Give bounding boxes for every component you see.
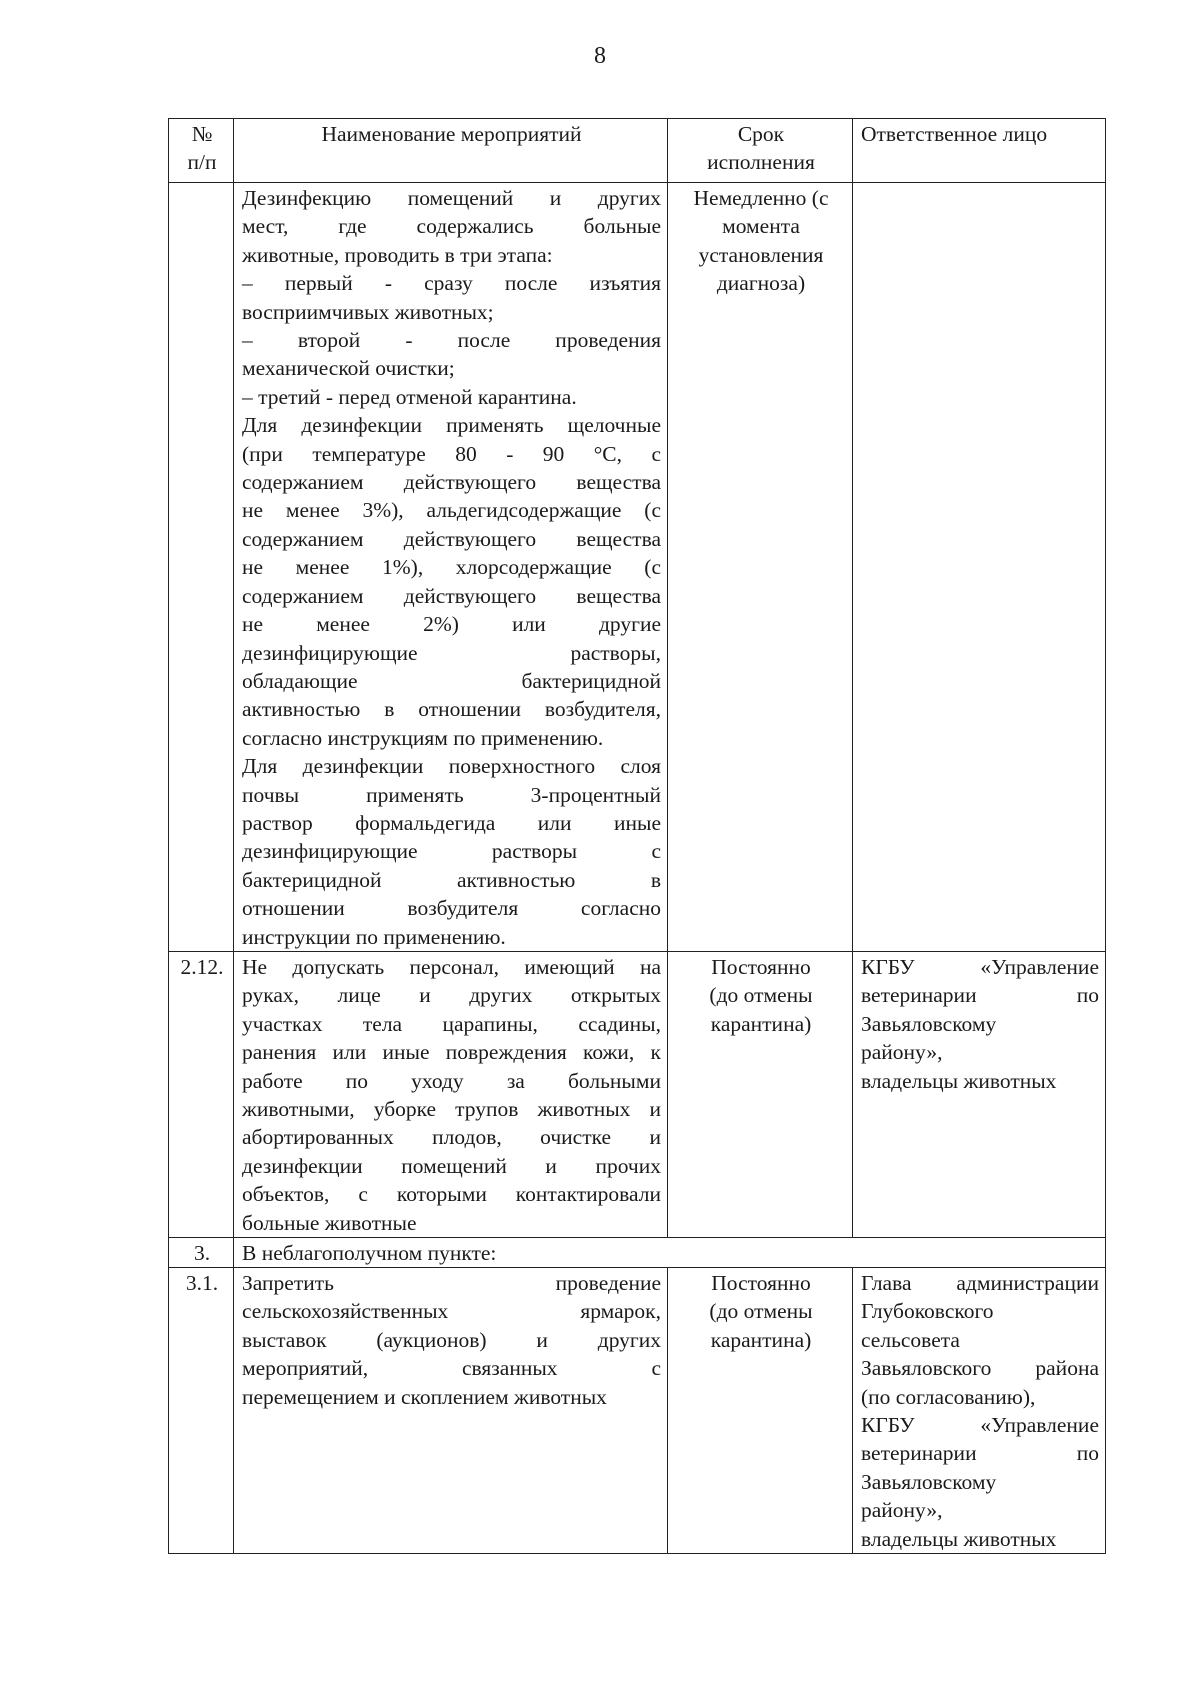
measure-line: дезинфицирующие растворы, [242,640,661,665]
row-num: 2.12. [169,951,234,1237]
measure-text [234,951,668,1237]
term-text [668,183,853,952]
header-name: Наименование мероприятий [234,119,668,183]
responsible-text [853,951,1106,1237]
responsible-line: сельсовета [861,1327,960,1352]
measure-line: содержанием действующего вещества [242,526,661,551]
measure-line: активностью в отношении возбудителя, [242,697,661,722]
measure-line: Для дезинфекции поверхностного слоя [242,754,661,779]
measure-line: обладающие бактерицидной [242,668,661,693]
term-line: Немедленно (с [693,186,829,210]
measure-line: дезинфекции помещений и прочих [242,1153,661,1178]
measure-line: работе по уходу за больными [242,1068,661,1093]
page-number: 8 [594,43,606,69]
measure-line: не менее 2%) или другие [242,612,661,637]
measure-line: ранения или иные повреждения кожи, к [242,1040,661,1065]
term-text [668,1268,853,1554]
responsible-line: Завьяловскому [861,1011,997,1036]
header-responsible: Ответственное лицо [853,119,1106,183]
responsible-line: ветеринарии по [861,983,1099,1008]
section-title: В неблагополучном пункте: [234,1238,1106,1268]
table-row [169,951,1106,1237]
term-text [668,951,853,1237]
table-header-row [169,119,1106,183]
measure-line: не менее 3%), альдегидсодержащие (с [242,498,661,523]
measure-text [234,1268,668,1554]
responsible-line: району», [861,1498,943,1523]
measure-line: мероприятий, связанных с [242,1356,661,1381]
responsible-line: владельцы животных [861,1068,1057,1093]
responsible-line: КГБУ «Управление [861,954,1099,979]
responsible-line: владельцы животных [861,1526,1057,1551]
measure-line: Для дезинфекции применять щелочные [242,413,661,438]
measure-line: инструкции по применению. [242,924,506,949]
measure-line: – первый - сразу после изъятия [242,271,661,296]
term-line: установления [698,242,824,267]
measure-line: мест, где содержались больные [242,214,661,239]
measure-line: содержанием действующего вещества [242,583,661,608]
row-num: 3.1. [169,1268,234,1554]
measure-line: не менее 1%), хлорсодержащие (с [242,555,661,580]
measure-line: перемещением и скоплением животных [242,1384,607,1409]
measure-line: животными, уборке трупов животных и [242,1097,661,1121]
measure-line: Не допускать персонал, имеющий на [242,954,661,979]
measure-line: руках, лице и других открытых [242,983,661,1008]
section-row [169,1238,1106,1268]
measure-line: содержанием действующего вещества [242,470,661,495]
responsible-line: КГБУ «Управление [861,1413,1099,1438]
measure-line: (при температуре 80 - 90 °С, с [242,441,661,466]
term-line: (до отмены [709,1299,813,1324]
responsible-line: району», [861,1040,943,1065]
table-row [169,183,1106,952]
row-num: 3. [169,1238,234,1268]
responsible-line: Глубоковского [861,1299,994,1324]
measure-line: – третий - перед отменой карантина. [242,384,577,409]
measure-line: – второй - после проведения [242,328,661,353]
measure-line: Дезинфекцию помещений и других [242,186,661,210]
measure-line: участках тела царапины, ссадины, [242,1011,661,1036]
term-line: Постоянно [711,1271,811,1296]
responsible-line: Глава администрации [861,1271,1099,1296]
responsible-line: Завьяловскому [861,1469,997,1494]
measure-line: выставок (аукционов) и других [242,1327,661,1352]
responsible-text [853,183,1106,952]
measure-line: отношении возбудителя согласно [242,896,661,921]
measure-line: согласно инструкциям по применению. [242,725,604,750]
measure-line: животные, проводить в три этапа: [242,242,553,267]
responsible-line: Завьяловского района [861,1356,1099,1381]
measure-line: раствор формальдегида или иные [242,810,661,835]
measure-line: механической очистки; [242,356,455,381]
term-line: карантина) [710,1011,812,1036]
measure-line: больные животные [242,1210,417,1235]
header-num: № п/п [169,119,234,183]
measure-line: почвы применять 3-процентный [242,782,661,807]
responsible-line: ветеринарии по [861,1441,1099,1466]
term-line: момента [722,214,800,239]
measure-line: абортированных плодов, очистке и [242,1125,661,1150]
header-term: Срок исполнения [668,119,853,183]
row-num [169,183,234,952]
term-line: карантина) [710,1327,812,1352]
responsible-line: (по согласованию), [861,1384,1036,1409]
measures-table [168,118,1106,1554]
table-row [169,1268,1106,1554]
measure-line: бактерицидной активностью в [242,867,661,892]
term-line: (до отмены [709,983,813,1008]
measure-line: Запретить проведение [242,1271,661,1296]
measure-line: сельскохозяйственных ярмарок, [242,1299,661,1324]
term-line: диагноза) [716,271,806,296]
measure-text [234,183,668,952]
responsible-text [853,1268,1106,1554]
measure-line: объектов, с которыми контактировали [242,1182,661,1207]
measure-line: дезинфицирующие растворы с [242,839,661,864]
measure-line: восприимчивых животных; [242,299,494,324]
term-line: Постоянно [711,954,811,979]
